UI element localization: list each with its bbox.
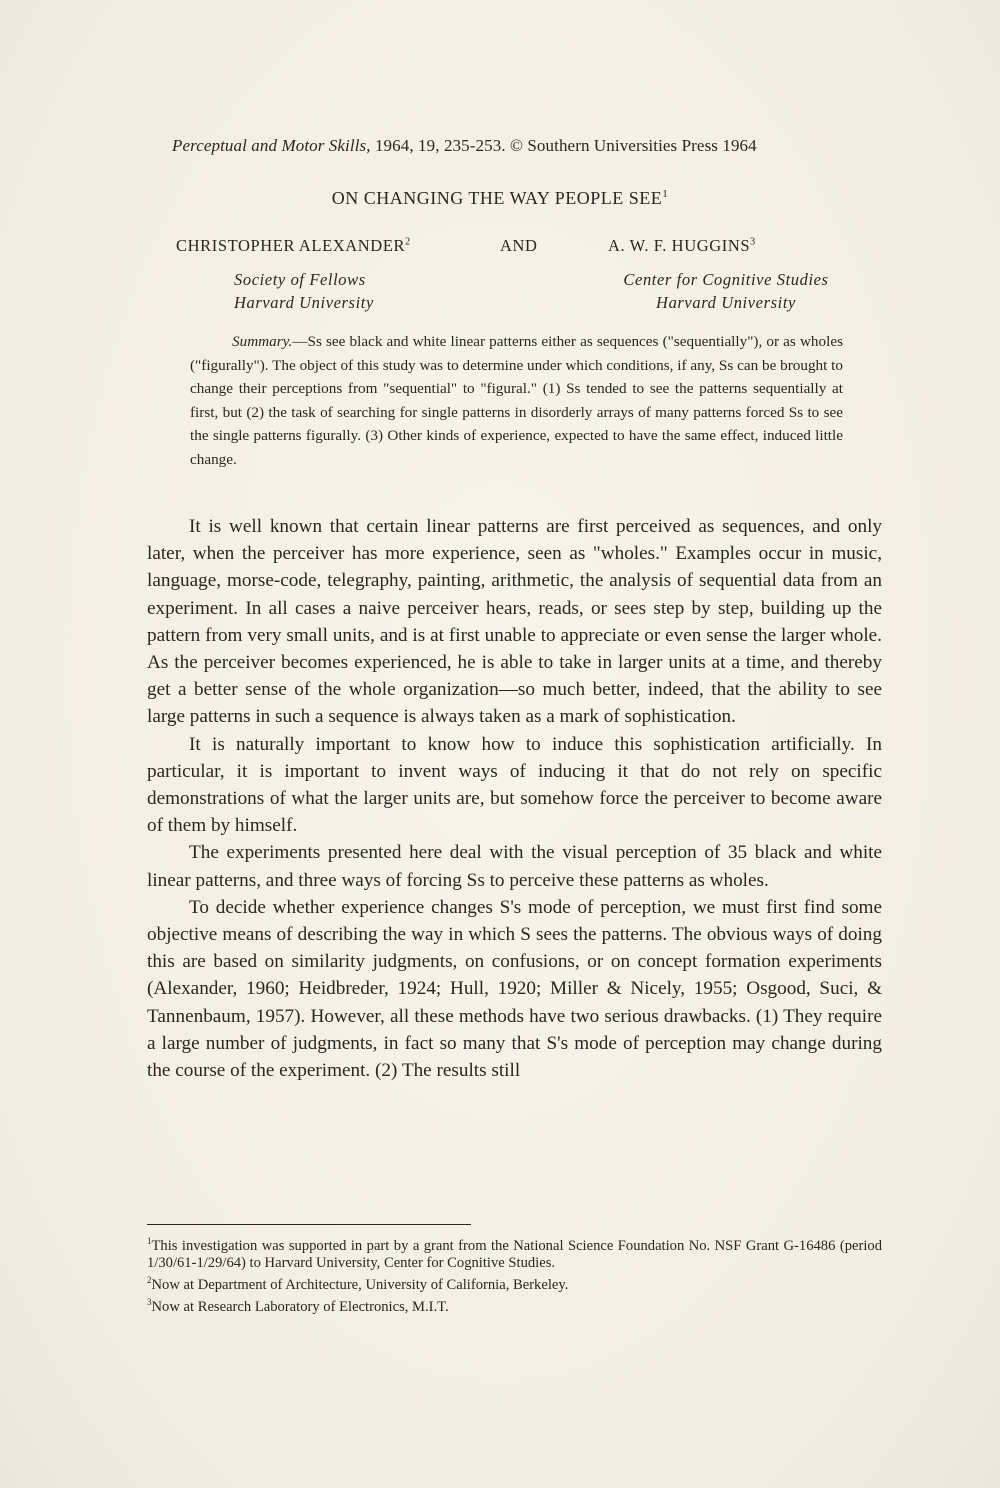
title-footnote-mark: 1 <box>662 188 669 200</box>
affiliation-left-line2: Harvard University <box>234 293 374 312</box>
author-second-name: A. W. F. HUGGINS <box>608 236 751 255</box>
summary-lead: Summary. <box>232 333 293 350</box>
body-paragraph-3: The experiments presented here deal with the visual perception of 35 black and white linear patterns, and three ways of forcing Ss to perceive these patterns as wholes. <box>147 842 882 891</box>
footnote-divider <box>147 1224 471 1225</box>
author-second-mark: 3 <box>750 236 756 248</box>
affiliation-right <box>606 268 846 314</box>
author-conjunction: AND <box>500 236 538 255</box>
footnote-2 <box>147 1272 882 1294</box>
affiliation-right-line2: Harvard University <box>656 293 796 312</box>
author-second <box>608 236 756 256</box>
body-paragraph-2: It is naturally important to know how to induce this sophistication artificially. In particular, it is important to invent ways of inducing it that do not rely on specific demonstrations of what the larger units are, but somehow force the perceiver to become aware of them by himself. <box>147 733 882 837</box>
body-paragraph-4: To decide whether experience changes S's mode of perception, we must first find some objective means of describing the way in which S sees the patterns. The obvious ways of doing this are based on similarity judgments, on confusions, or on concept formation experiments (Alexander, 1960; Heidbreder, 1924; Hull, 1920; Miller & Nicely, 1955; Osgood, Suci, & Tannenbaum, 1957). However, all these methods have two serious drawbacks. (1) They require a large number of judgments, in fact so many that S's mode of perception may change during the course of the experiment. (2) The results still <box>147 896 882 1082</box>
citation-details: 1964, 19, 235-253. © Southern Universities Press 1964 <box>370 136 757 155</box>
affiliation-left-line1: Society of Fellows <box>234 270 366 289</box>
body-paragraph-1: It is well known that certain linear patterns are first perceived as sequences, and only later, when the perceiver has more experience, seen as "wholes." Examples occur in music, language, morse-code, telegraphy, painting, arithmetic, the analysis of sequential data from an experiment. In all cases a naive perceiver hears, reads, or sees step by step, building up the pattern from very small units, and is at first unable to appreciate or even sense the larger whole. As the perceiver becomes experienced, he is able to take in larger units at a time, and thereby get a better sense of the whole organization—so much better, indeed, that the ability to see large patterns in such a sequence is always taken as a mark of sophistication. <box>147 516 882 728</box>
footnote-3-mark: 3 <box>147 1297 152 1308</box>
footnote-1-text: This investigation was supported in part by a grant from the National Science Foundation No. NSF Grant G-16486 (period 1/30/61-1/29/64) to Harvard University, Center for Cognitive Studies. <box>147 1237 882 1272</box>
title-text: ON CHANGING THE WAY PEOPLE SEE <box>331 188 663 208</box>
footnote-1 <box>147 1233 882 1272</box>
author-first-mark: 2 <box>405 236 411 248</box>
footnote-2-text: Now at Department of Architecture, University of California, Berkeley. <box>151 1277 569 1294</box>
footnotes <box>147 1233 882 1316</box>
author-first-name: CHRISTOPHER ALEXANDER <box>176 236 406 255</box>
footnote-3-text: Now at Research Laboratory of Electronics, M.I.T. <box>151 1299 449 1316</box>
affiliation-left <box>234 268 374 314</box>
body-text <box>147 513 882 1084</box>
affiliation-right-line1: Center for Cognitive Studies <box>623 270 829 289</box>
footnote-3 <box>147 1294 882 1316</box>
summary-abstract <box>190 330 843 472</box>
footnote-1-mark: 1 <box>147 1236 152 1246</box>
summary-text: —Ss see black and white linear patterns either as sequences ("sequentially"), or as wholes ("figurally"). The object of this study was to determine under which conditions, if any, Ss can be brought to change their perceptions from "sequential" to "figural." (1) Ss tended to see the patterns sequentially at first, but (2) the task of searching for single patterns in disorderly arrays of many patterns forced Ss to see the single patterns figurally. (3) Other kinds of experience, expected to have the same effect, induced little change. <box>190 333 843 468</box>
author-first <box>176 236 411 256</box>
citation-line <box>172 136 872 156</box>
footnote-2-mark: 2 <box>147 1275 152 1286</box>
journal-name: Perceptual and Motor Skills, <box>172 136 371 155</box>
article-title <box>0 188 1000 209</box>
